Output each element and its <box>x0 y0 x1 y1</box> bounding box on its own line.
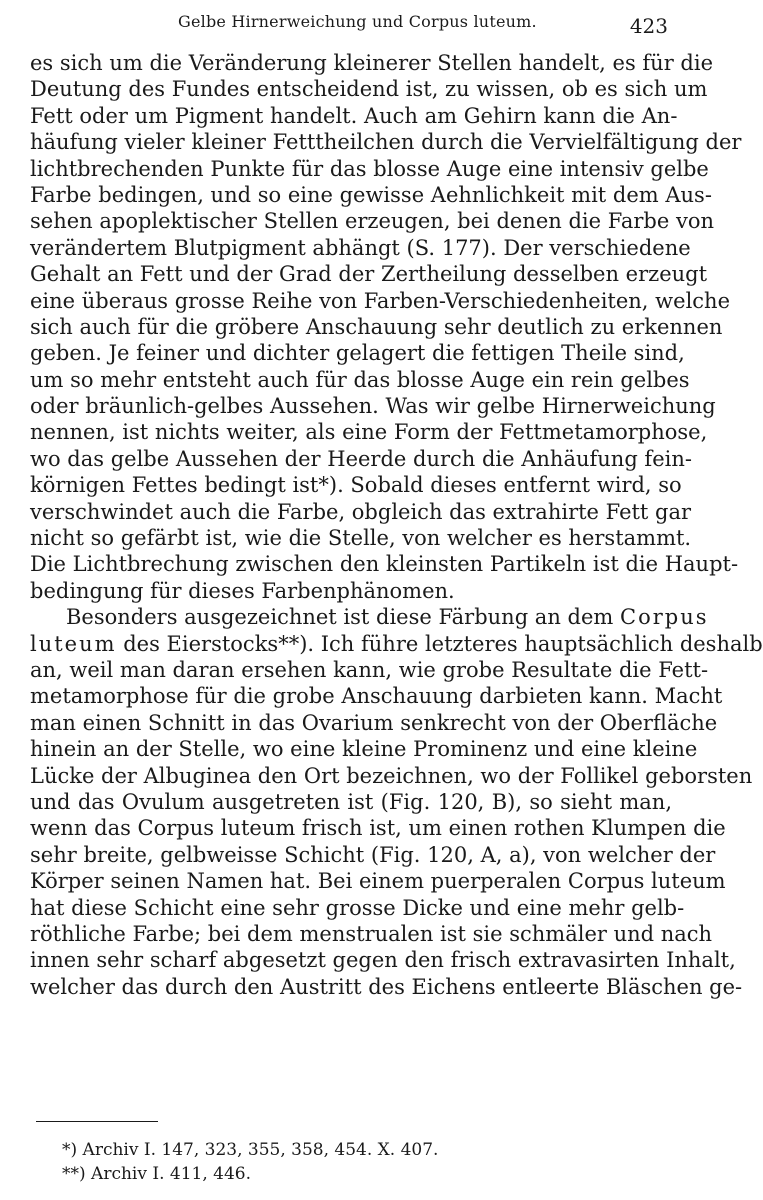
text-line: bedingung für dieses Farbenphänomen. <box>30 578 455 603</box>
text-line: Lücke der Albuginea den Ort bezeichnen, wo der Follikel geborsten <box>30 763 753 788</box>
text-line: nennen, ist nichts weiter, als eine Form der Fettmetamorphose, <box>30 420 708 445</box>
text-line: an, weil man daran ersehen kann, wie grobe Resultate die Fett- <box>30 657 709 682</box>
text-line: verändertem Blutpigment abhängt (S. 177). Der verschiedene <box>30 235 691 260</box>
text-line: man einen Schnitt in das Ovarium senkrecht von der Oberfläche <box>30 710 718 735</box>
footnote: *) Archiv I. 147, 323, 355, 358, 454. X. 407. <box>62 1140 439 1160</box>
footnote: **) Archiv I. 411, 446. <box>62 1164 251 1184</box>
text-fragment: Besonders ausgezeichnet ist diese Färbung an dem <box>66 605 614 630</box>
text-line: Farbe bedingen, und so eine gewisse Aehnlichkeit mit dem Aus- <box>30 182 712 207</box>
text-line: oder bräunlich-gelbes Aussehen. Was wir gelbe Hirnerweichung <box>30 394 716 419</box>
text-line: metamorphose für die grobe Anschauung darbieten kann. Macht <box>30 684 723 709</box>
footnotes <box>62 1138 438 1186</box>
text-line: innen sehr scharf abgesetzt gegen den frisch extravasirten Inhalt, <box>30 948 736 973</box>
text-line: hat diese Schicht eine sehr grosse Dicke und eine mehr gelb- <box>30 895 685 920</box>
text-line: körnigen Fettes bedingt ist*). Sobald dieses entfernt wird, so <box>30 473 682 498</box>
paragraph-start-line <box>30 604 709 630</box>
spaced-term: Corpus <box>620 605 709 630</box>
text-line: röthliche Farbe; bei dem menstrualen ist sie schmäler und nach <box>30 921 713 946</box>
running-head <box>0 10 708 40</box>
spaced-term: luteum <box>30 631 117 656</box>
footnote-divider <box>36 1121 158 1122</box>
text-line: sehen apoplektischer Stellen erzeugen, bei denen die Farbe von <box>30 209 715 234</box>
text-line: Fett oder um Pigment handelt. Auch am Gehirn kann die An- <box>30 103 678 128</box>
text-line: eine überaus grosse Reihe von Farben-Verschiedenheiten, welche <box>30 288 730 313</box>
text-fragment: des Eierstocks**). Ich führe letzteres hauptsächlich deshalb <box>123 631 763 656</box>
text-line: Deutung des Fundes entscheidend ist, zu wissen, ob es sich um <box>30 77 708 102</box>
text-line: welcher das durch den Austritt des Eichens entleerte Bläschen ge- <box>30 974 743 999</box>
text-line: häufung vieler kleiner Fetttheilchen durch die Vervielfältigung der <box>30 130 742 155</box>
text-line: hinein an der Stelle, wo eine kleine Prominenz und eine kleine <box>30 737 698 762</box>
text-line: wenn das Corpus luteum frisch ist, um einen rothen Klumpen die <box>30 816 726 841</box>
text-line: Gehalt an Fett und der Grad der Zertheilung desselben erzeugt <box>30 262 708 287</box>
text-line: geben. Je feiner und dichter gelagert die fettigen Theile sind, <box>30 341 685 366</box>
text-line: sich auch für die gröbere Anschauung sehr deutlich zu erkennen <box>30 314 723 339</box>
text-line: um so mehr entsteht auch für das blosse Auge ein rein gelbes <box>30 367 690 392</box>
page-number: 423 <box>629 14 668 38</box>
text-line: sehr breite, gelbweisse Schicht (Fig. 120, A, a), von welcher der <box>30 842 716 867</box>
text-line: Die Lichtbrechung zwischen den kleinsten Partikeln ist die Haupt- <box>30 552 739 577</box>
text-line: lichtbrechenden Punkte für das blosse Auge eine intensiv gelbe <box>30 156 709 181</box>
text-line: es sich um die Veränderung kleinerer Stellen handelt, es für die <box>30 51 713 75</box>
text-line: und das Ovulum ausgetreten ist (Fig. 120, B), so sieht man, <box>30 789 672 814</box>
text-line <box>30 631 763 657</box>
text-line: Körper seinen Namen hat. Bei einem puerperalen Corpus luteum <box>30 869 726 894</box>
text-line: nicht so gefärbt ist, wie die Stelle, von welcher es herstammt. <box>30 526 692 551</box>
text-line: wo das gelbe Aussehen der Heerde durch die Anhäufung fein- <box>30 446 692 471</box>
body-text <box>30 50 763 1000</box>
text-line: verschwindet auch die Farbe, obgleich das extrahirte Fett gar <box>30 499 692 524</box>
running-title: Gelbe Hirnerweichung und Corpus luteum. <box>178 12 537 31</box>
